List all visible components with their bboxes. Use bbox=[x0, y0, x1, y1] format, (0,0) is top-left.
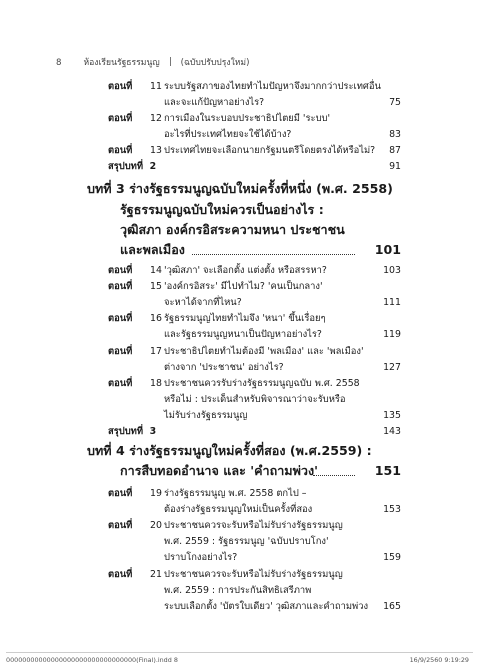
chapter-3-subtitle-1: รัฐธรรมนูญฉบับใหม่ควรเป็นอย่างไร : bbox=[120, 202, 324, 217]
summary-number: 2 bbox=[149, 161, 157, 172]
toc-entry-20-cont-2 bbox=[0, 551, 479, 564]
entry-label: ตอนที่ bbox=[108, 81, 133, 92]
toc-entry-18[interactable] bbox=[0, 377, 479, 390]
summary-page: 143 bbox=[383, 426, 401, 437]
toc-entry-13[interactable] bbox=[0, 144, 479, 157]
entry-title-cont: ต้องร่างรัฐธรรมนูญใหม่เป็นครั้งที่สอง bbox=[164, 504, 313, 515]
entry-number: 11 bbox=[150, 81, 162, 92]
running-header bbox=[56, 55, 249, 69]
entry-page: 111 bbox=[383, 297, 401, 308]
toc-entry-17[interactable] bbox=[0, 345, 479, 358]
toc-entry-12-cont bbox=[0, 128, 479, 141]
entry-title-cont: ต่างจาก 'ประชาชน' อย่างไร? bbox=[164, 362, 284, 373]
toc-entry-15-cont bbox=[0, 296, 479, 309]
entry-number: 21 bbox=[150, 569, 162, 580]
entry-label: ตอนที่ bbox=[108, 520, 133, 531]
entry-title: 'องค์กรอิสระ' มีไปทำไม? 'คนเป็นกลาง' bbox=[164, 281, 323, 292]
summary-label bbox=[108, 160, 156, 173]
entry-page: 135 bbox=[383, 410, 401, 421]
entry-title: การเมืองในระบอบประชาธิปไตยมี 'ระบบ' bbox=[164, 113, 331, 124]
entry-title: ระบบรัฐสภาของไทยทำไมปัญหาจึงมากกว่าประเทศอื่น bbox=[164, 81, 381, 92]
summary-word: สรุปบทที่ bbox=[108, 161, 144, 172]
entry-title-cont: ปราบโกงอย่างไร? bbox=[164, 552, 238, 563]
toc-entry-14[interactable] bbox=[0, 264, 479, 277]
toc-entry-16-cont bbox=[0, 328, 479, 341]
entry-title-cont: จะหาได้จากที่ไหน? bbox=[164, 297, 242, 308]
summary-page: 91 bbox=[389, 161, 401, 172]
entry-number: 17 bbox=[150, 346, 162, 357]
entry-title: ประชาชนควรรับร่างรัฐธรรมนูญฉบับ พ.ศ. 2558 bbox=[164, 378, 360, 389]
chapter-3-title[interactable]: บทที่ 3 ร่างรัฐธรรมนูญฉบับใหม่ครั้งที่หนึ่ง (พ.ศ. 2558) bbox=[87, 181, 393, 196]
entry-label: ตอนที่ bbox=[108, 113, 133, 124]
entry-page: 75 bbox=[389, 97, 401, 108]
chapter-3-summary[interactable] bbox=[0, 425, 479, 438]
entry-title: รัฐธรรมนูญไทยทำไมจึง 'หนา' ขึ้นเรื่อยๆ bbox=[164, 313, 326, 324]
toc-entry-20-cont bbox=[0, 535, 479, 548]
summary-label bbox=[108, 425, 156, 438]
toc-entry-17-cont bbox=[0, 361, 479, 374]
entry-page: 165 bbox=[383, 601, 401, 612]
header-divider bbox=[170, 57, 171, 66]
toc-entry-18-cont-2 bbox=[0, 409, 479, 422]
entry-number: 14 bbox=[150, 265, 162, 276]
entry-title: ประชาธิปไตยทำไมต้องมี 'พลเมือง' และ 'พลเมือง' bbox=[164, 346, 364, 357]
entry-number: 12 bbox=[150, 113, 162, 124]
chapter-4-subtitle: การสืบทอดอำนาจ และ 'คำถามพ่วง' bbox=[120, 463, 318, 478]
entry-page: 87 bbox=[389, 145, 401, 156]
entry-label: ตอนที่ bbox=[108, 265, 133, 276]
chapter-3-subtitle-2: วุฒิสภา องค์กรอิสระความหนา ประชาชน bbox=[120, 222, 345, 237]
leader-dots bbox=[313, 475, 355, 476]
leader-dots bbox=[192, 254, 355, 255]
entry-label: ตอนที่ bbox=[108, 569, 133, 580]
entry-title: ประเทศไทยจะเลือกนายกรัฐมนตรีโดยตรงได้หรือไม่? bbox=[164, 145, 376, 156]
entry-page: 159 bbox=[383, 552, 401, 563]
toc-entry-21-cont bbox=[0, 584, 479, 597]
toc-entry-20[interactable] bbox=[0, 519, 479, 532]
print-footer bbox=[6, 656, 473, 664]
entry-label: ตอนที่ bbox=[108, 346, 133, 357]
toc-entry-12[interactable] bbox=[0, 112, 479, 125]
book-title: ห้องเรียนรัฐธรรมนูญ bbox=[83, 58, 160, 68]
chapter-2-summary[interactable] bbox=[0, 160, 479, 173]
entry-number: 15 bbox=[150, 281, 162, 292]
entry-number: 20 bbox=[150, 520, 162, 531]
footer-divider bbox=[6, 652, 473, 653]
entry-title-cont: ไม่รับร่างรัฐธรรมนูญ bbox=[164, 410, 248, 421]
toc-entry-19-cont bbox=[0, 503, 479, 516]
chapter-4-page: 151 bbox=[374, 463, 401, 478]
edition-label: (ฉบับปรับปรุงใหม่) bbox=[180, 58, 250, 68]
entry-title-cont: อะไรที่ประเทศไทยจะใช้ได้บ้าง? bbox=[164, 129, 292, 140]
entry-title: 'วุฒิสภา' จะเลือกตั้ง แต่งตั้ง หรือสรรหา? bbox=[164, 265, 327, 276]
entry-title-cont: พ.ศ. 2559 : การประกันสิทธิเสรีภาพ bbox=[164, 585, 312, 596]
summary-word: สรุปบทที่ bbox=[108, 426, 144, 437]
footer-timestamp: 16/9/2560 9:19:29 bbox=[409, 656, 469, 664]
entry-label: ตอนที่ bbox=[108, 378, 133, 389]
toc-entry-15[interactable] bbox=[0, 280, 479, 293]
entry-title-cont: พ.ศ. 2559 : รัฐธรรมนูญ 'ฉบับปราบโกง' bbox=[164, 536, 329, 547]
entry-number: 16 bbox=[150, 313, 162, 324]
entry-label: ตอนที่ bbox=[108, 488, 133, 499]
chapter-4-title[interactable]: บทที่ 4 ร่างรัฐธรรมนูญใหม่ครั้งที่สอง (พ.ศ.2559) : bbox=[87, 443, 372, 458]
toc-entry-18-cont bbox=[0, 393, 479, 406]
toc-entry-19[interactable] bbox=[0, 487, 479, 500]
toc-entry-21-cont-2 bbox=[0, 600, 479, 613]
page-number: 8 bbox=[56, 58, 62, 68]
entry-title-cont: และจะแก้ปัญหาอย่างไร? bbox=[164, 97, 265, 108]
entry-page: 153 bbox=[383, 504, 401, 515]
entry-title: ประชาชนควรจะรับหรือไม่รับร่างรัฐธรรมนูญ bbox=[164, 520, 343, 531]
entry-title-cont: ระบบเลือกตั้ง 'บัตรใบเดียว' วุฒิสภาและคำถามพ่วง bbox=[164, 601, 369, 612]
entry-label: ตอนที่ bbox=[108, 281, 133, 292]
entry-number: 18 bbox=[150, 378, 162, 389]
entry-label: ตอนที่ bbox=[108, 313, 133, 324]
summary-number: 3 bbox=[149, 426, 157, 437]
footer-filename: 00000000000000000000000000000000(Final).indd 8 bbox=[6, 656, 178, 664]
entry-number: 19 bbox=[150, 488, 162, 499]
entry-title: ประชาชนควรจะรับหรือไม่รับร่างรัฐธรรมนูญ bbox=[164, 569, 343, 580]
chapter-3-page: 101 bbox=[374, 242, 401, 257]
toc-entry-11-cont bbox=[0, 96, 479, 109]
entry-title-cont: หรือไม่ : ประเด็นสำหรับพิจารณาว่าจะรับหรือ bbox=[164, 394, 346, 405]
entry-page: 103 bbox=[383, 265, 401, 276]
entry-label: ตอนที่ bbox=[108, 145, 133, 156]
toc-entry-16[interactable] bbox=[0, 312, 479, 325]
entry-title-cont: และรัฐธรรมนูญหนาเป็นปัญหาอย่างไร? bbox=[164, 329, 322, 340]
entry-page: 127 bbox=[383, 362, 401, 373]
toc-entry-11[interactable] bbox=[0, 80, 479, 93]
entry-page: 83 bbox=[389, 129, 401, 140]
toc-entry-21[interactable] bbox=[0, 568, 479, 581]
chapter-3-subtitle-3: และพลเมือง bbox=[120, 242, 185, 257]
entry-page: 119 bbox=[383, 329, 401, 340]
entry-number: 13 bbox=[150, 145, 162, 156]
entry-title: ร่างรัฐธรรมนูญ พ.ศ. 2558 ตกไป – bbox=[164, 488, 307, 499]
